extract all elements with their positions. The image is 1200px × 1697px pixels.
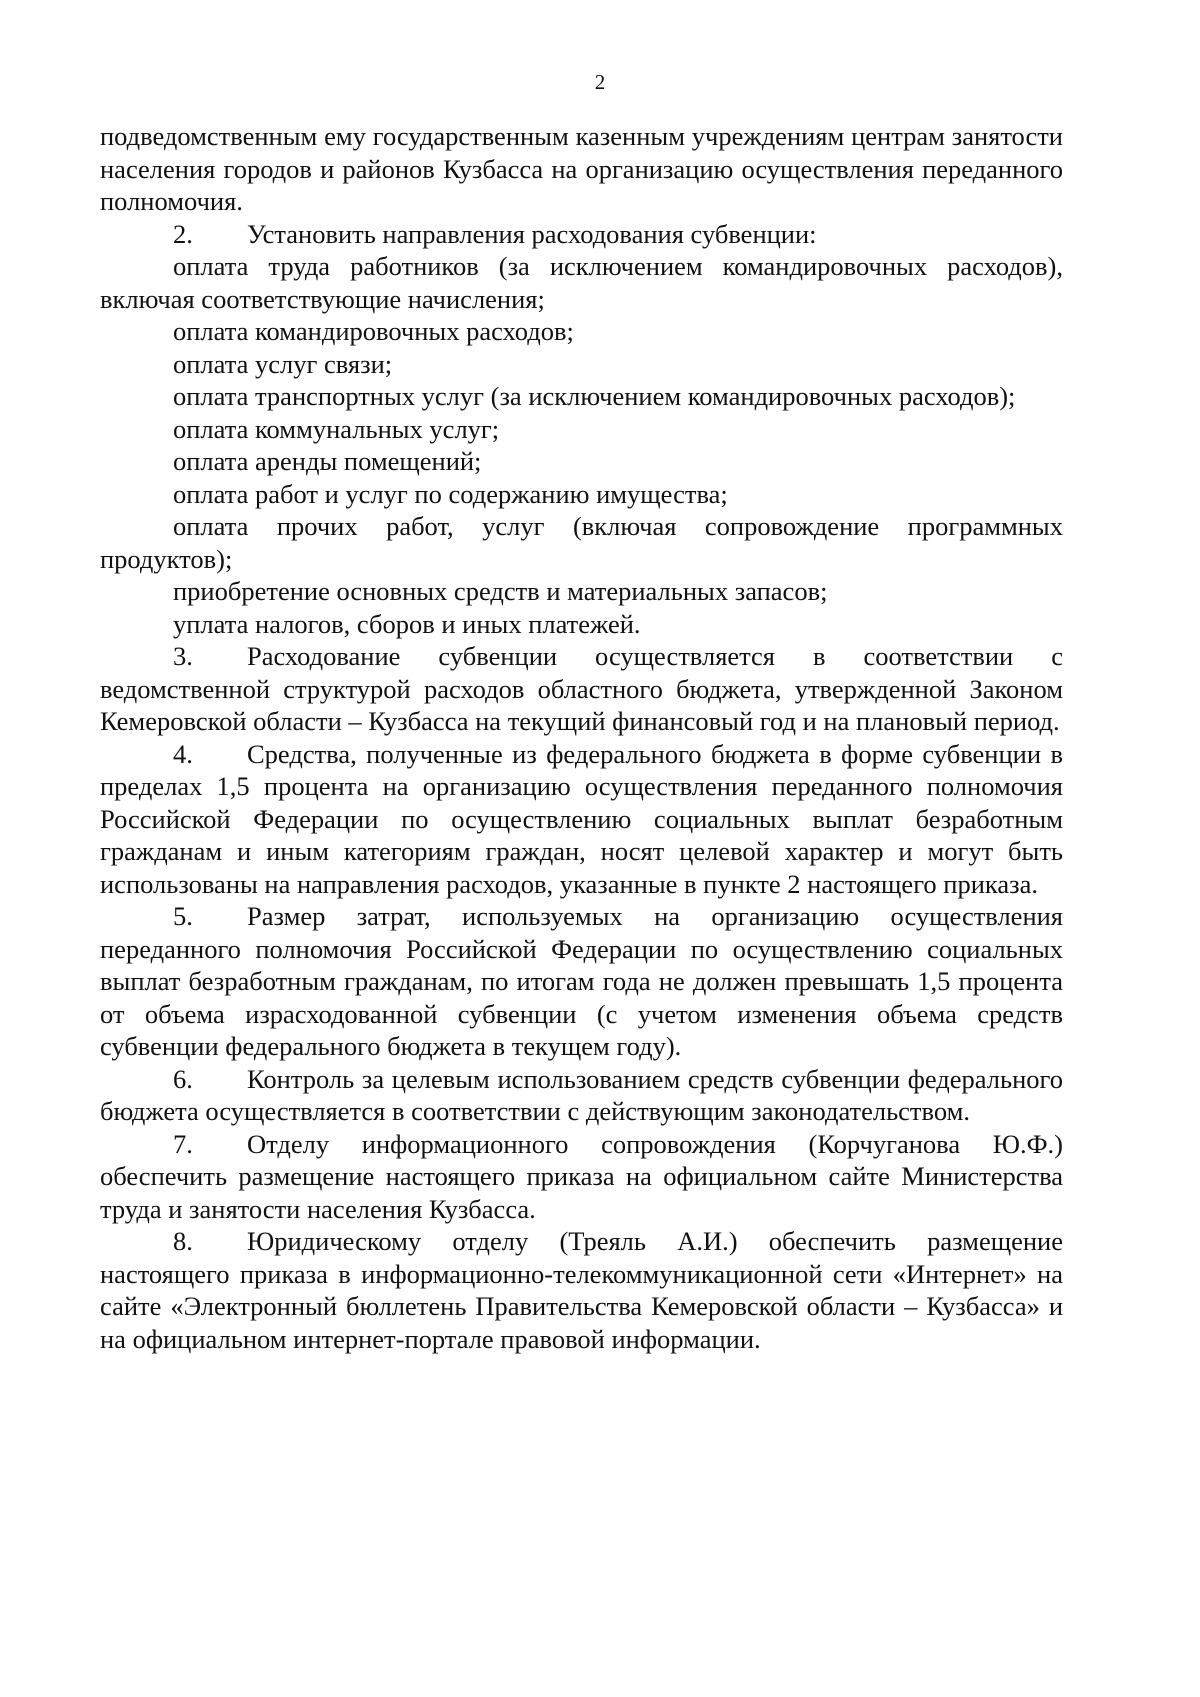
list-item-3: оплата услуг связи; xyxy=(173,348,393,379)
paragraph-number: 4. xyxy=(173,738,193,769)
paragraph-text: Установить направления расходования субвенции: xyxy=(247,218,817,249)
page-number: 2 xyxy=(594,70,606,94)
paragraph-text: Размер затрат, используемых на организацию осуществления переданного полномочия Российской Федерации по осуществлению социальных выплат безработным гражданам, по итогам года не должен превышать 1,5 процента от объема израсходованной субвенции (с учетом изменения объема средств субвенции федерального бюджета в текущем году). xyxy=(100,901,1063,1061)
list-item-2: оплата командировочных расходов; xyxy=(173,316,574,346)
list-item-4: оплата транспортных услуг (за исключением командировочных расходов); xyxy=(173,381,1016,411)
list-item-1: оплата труда работников (за исключением командировочных расходов), включая соответствующие начисления; xyxy=(100,251,1063,314)
list-item-7: оплата работ и услуг по содержанию имущества; xyxy=(173,478,728,509)
paragraph-text: Отделу информационного сопровождения (Корчуганова Ю.Ф.) обеспечить размещение настоящего приказа на официальном сайте Министерства труда и занятости населения Кузбасса. xyxy=(100,1128,1063,1224)
document-body xyxy=(100,120,1063,1355)
list-item-8: оплата прочих работ, услуг (включая сопровождение программных продуктов); xyxy=(100,511,1063,574)
paragraph-number: 8. xyxy=(173,1226,193,1256)
paragraph-2 xyxy=(100,218,1063,251)
paragraph-text: Расходование субвенции осуществляется в соответствии с ведомственной структурой расходов областного бюджета, утвержденной Законом Кемеровской области – Кузбасса на текущий финансовый год и на плановый период. xyxy=(100,641,1063,736)
paragraph-intro: подведомственным ему государственным казенным учреждениям центрам занятости населения городов и районов Кузбасса на организацию осуществления переданного полномочия. xyxy=(100,121,1063,216)
paragraph-number: 5. xyxy=(173,901,193,931)
paragraph-5 xyxy=(100,900,1063,1063)
paragraph-number: 3. xyxy=(173,641,193,671)
paragraph-text: Контроль за целевым использованием средств субвенции федерального бюджета осуществляется в соответствии с действующим законодательством. xyxy=(100,1063,1063,1126)
paragraph-6 xyxy=(100,1063,1063,1128)
list-item-10: уплата налогов, сборов и иных платежей. xyxy=(173,608,641,639)
paragraph-8 xyxy=(100,1225,1063,1355)
paragraph-number: 7. xyxy=(173,1128,193,1159)
paragraph-4 xyxy=(100,738,1063,901)
paragraph-3 xyxy=(100,640,1063,738)
paragraph-7 xyxy=(100,1128,1063,1226)
list-item-6: оплата аренды помещений; xyxy=(173,446,482,476)
paragraph-text: Юридическому отделу (Треяль А.И.) обеспечить размещение настоящего приказа в информационно-телекоммуникационной сети «Интернет» на сайте «Электронный бюллетень Правительства Кемеровской области – Кузбасса» и на официальном интернет-портале правовой информации. xyxy=(100,1226,1063,1354)
list-item-9: приобретение основных средств и материальных запасов; xyxy=(173,576,828,606)
paragraph-text: Средства, полученные из федерального бюджета в форме субвенции в пределах 1,5 процента на организацию осуществления переданного полномочия Российской Федерации по осуществлению социальных выплат безработным гражданам и иным категориям граждан, носят целевой характер и могут быть использованы на направления расходов, указанные в пункте 2 настоящего приказа. xyxy=(100,738,1063,899)
list-item-5: оплата коммунальных услуг; xyxy=(173,413,500,444)
paragraph-number: 2. xyxy=(173,218,193,249)
paragraph-number: 6. xyxy=(173,1063,193,1094)
